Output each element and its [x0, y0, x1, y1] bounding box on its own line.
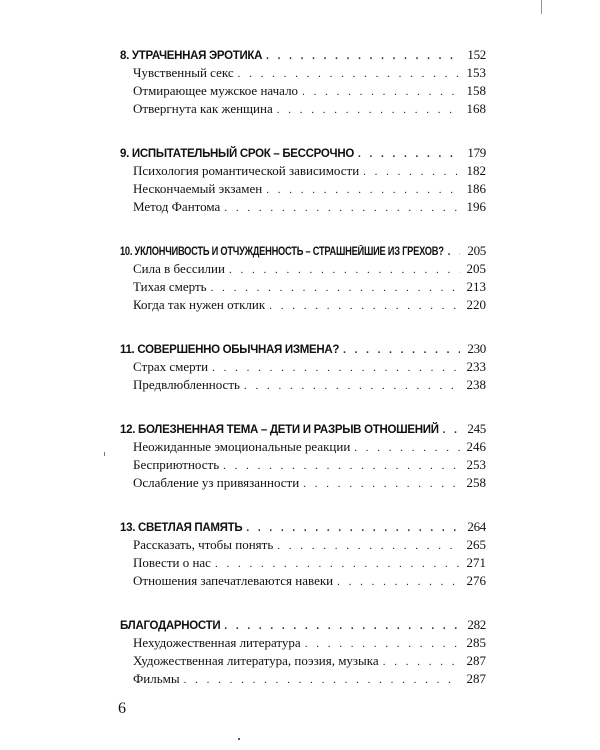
dot-leader: [184, 671, 460, 689]
subsection-entry-page: 205: [466, 261, 486, 276]
dot-leader: [358, 145, 460, 163]
dot-leader: [211, 279, 460, 297]
dot-leader: [266, 181, 460, 199]
subsection-entry-page: 196: [466, 199, 486, 214]
subsection-entry-page: 168: [466, 101, 486, 116]
dot-leader: [238, 65, 460, 83]
subsection-entry-title: Тихая смерть: [133, 279, 207, 294]
chapter-heading-page: 179: [467, 145, 486, 160]
subsection-entry-page: 182: [466, 163, 486, 178]
subsection-entry-title: Чувственный секс: [133, 65, 234, 80]
toc-section: [120, 518, 486, 590]
dot-leader: [224, 617, 460, 635]
chapter-heading-title: 12. БОЛЕЗНЕННАЯ ТЕМА – ДЕТИ И РАЗРЫВ ОТНОШЕНИЙ: [120, 424, 439, 436]
chapter-heading-title: 11. СОВЕРШЕННО ОБЫЧНАЯ ИЗМЕНА?: [120, 344, 340, 356]
chapter-heading-title: 13. СВЕТЛАЯ ПАМЯТЬ: [120, 522, 243, 534]
dot-leader: [212, 359, 460, 377]
subsection-entry-page: 287: [466, 671, 486, 686]
subsection-entry: [120, 634, 486, 652]
dot-leader: [383, 653, 460, 671]
dot-leader: [443, 421, 460, 439]
toc-section: [120, 242, 486, 314]
subsection-entry-page: 265: [466, 537, 486, 552]
subsection-entry-page: 276: [466, 573, 486, 588]
dot-leader: [277, 537, 460, 555]
subsection-entry-page: 186: [466, 181, 486, 196]
subsection-entry-title: Когда так нужен отклик: [133, 297, 266, 312]
dot-leader: [448, 243, 460, 261]
toc-section: [120, 616, 486, 688]
subsection-entry-page: 253: [466, 457, 486, 472]
subsection-entry: [120, 536, 486, 554]
toc-section: [120, 144, 486, 216]
dot-leader: [343, 341, 460, 359]
chapter-heading-title: 9. ИСПЫТАТЕЛЬНЫЙ СРОК – БЕССРОЧНО: [120, 148, 354, 160]
chapter-heading: [120, 340, 486, 358]
chapter-heading-title: БЛАГОДАРНОСТИ: [120, 620, 221, 632]
subsection-entry-title: Бесприютность: [133, 457, 220, 472]
chapter-heading-page: 230: [467, 341, 486, 356]
subsection-entry: [120, 296, 486, 314]
toc-section: [120, 46, 486, 118]
subsection-entry-title: Нескончаемый экзамен: [133, 181, 263, 196]
dot-leader: [337, 573, 460, 591]
chapter-heading-page: 282: [467, 617, 486, 632]
subsection-entry: [120, 670, 486, 688]
subsection-entry: [120, 198, 486, 216]
subsection-entry-page: 258: [466, 475, 486, 490]
subsection-entry-title: Фильмы: [133, 671, 180, 686]
subsection-entry: [120, 260, 486, 278]
chapter-heading-title: 8. УТРАЧЕННАЯ ЭРОТИКА: [120, 50, 263, 62]
chapter-heading: [120, 144, 486, 162]
subsection-entry-title: Сила в бессилии: [133, 261, 225, 276]
dot-leader: [229, 261, 460, 279]
subsection-entry: [120, 554, 486, 572]
chapter-heading: [120, 46, 486, 64]
subsection-entry-title: Психология романтической зависимости: [133, 163, 360, 178]
page-number: 6: [118, 700, 126, 717]
dot-leader: [363, 163, 460, 181]
chapter-heading: [120, 420, 486, 438]
subsection-entry-title: Рассказать, чтобы понять: [133, 537, 274, 552]
chapter-heading: [120, 518, 486, 536]
chapter-heading: [120, 616, 486, 634]
dot-leader: [302, 83, 460, 101]
subsection-entry: [120, 278, 486, 296]
subsection-entry: [120, 100, 486, 118]
subsection-entry-page: 285: [466, 635, 486, 650]
dot-leader: [354, 439, 460, 457]
subsection-entry-page: 287: [466, 653, 486, 668]
bottom-speck: [238, 738, 240, 740]
subsection-entry: [120, 572, 486, 590]
subsection-entry-title: Нехудожественная литература: [133, 635, 301, 650]
chapter-heading-page: 152: [467, 47, 486, 62]
dot-leader: [224, 199, 460, 217]
dot-leader: [277, 101, 460, 119]
subsection-entry-page: 153: [466, 65, 486, 80]
chapter-heading-title: 10. УКЛОНЧИВОСТЬ И ОТЧУЖДЕННОСТЬ – СТРАШНЕЙШИЕ ИЗ ГРЕХОВ?: [120, 246, 444, 258]
subsection-entry: [120, 162, 486, 180]
table-of-contents: [120, 46, 486, 714]
chapter-heading-page: 245: [467, 421, 486, 436]
toc-section: [120, 340, 486, 394]
subsection-entry-title: Неожиданные эмоциональные реакции: [133, 439, 351, 454]
chapter-heading-page: 264: [467, 519, 486, 534]
subsection-entry-page: 271: [466, 555, 486, 570]
subsection-entry-title: Отвергнута как женщина: [133, 101, 273, 116]
subsection-entry-title: Художественная литература, поэзия, музыка: [133, 653, 379, 668]
subsection-entry: [120, 474, 486, 492]
subsection-entry-title: Отмирающее мужское начало: [133, 83, 299, 98]
subsection-entry-page: 213: [466, 279, 486, 294]
subsection-entry-page: 233: [466, 359, 486, 374]
subsection-entry: [120, 358, 486, 376]
dot-leader: [303, 475, 460, 493]
subsection-entry: [120, 64, 486, 82]
subsection-entry-page: 246: [466, 439, 486, 454]
dot-leader: [246, 519, 460, 537]
dot-leader: [305, 635, 460, 653]
subsection-entry: [120, 376, 486, 394]
subsection-entry: [120, 652, 486, 670]
subsection-entry-page: 158: [466, 83, 486, 98]
subsection-entry-title: Предвлюбленность: [133, 377, 240, 392]
subsection-entry: [120, 180, 486, 198]
chapter-heading: [120, 242, 486, 260]
subsection-entry-title: Метод Фантома: [133, 199, 221, 214]
dot-leader: [223, 457, 460, 475]
dot-leader: [266, 47, 460, 65]
dot-leader: [215, 555, 460, 573]
dot-leader: [244, 377, 460, 395]
toc-section: [120, 420, 486, 492]
page-edge-mark: [541, 0, 542, 14]
subsection-entry-title: Повести о нас: [133, 555, 211, 570]
subsection-entry-title: Страх смерти: [133, 359, 209, 374]
chapter-heading-page: 205: [467, 243, 486, 258]
subsection-entry: [120, 456, 486, 474]
subsection-entry-page: 238: [466, 377, 486, 392]
margin-speck: [104, 452, 105, 456]
subsection-entry: [120, 82, 486, 100]
subsection-entry-title: Отношения запечатлеваются навеки: [133, 573, 334, 588]
subsection-entry-title: Ослабление уз привязанности: [133, 475, 300, 490]
subsection-entry: [120, 438, 486, 456]
subsection-entry-page: 220: [466, 297, 486, 312]
dot-leader: [269, 297, 460, 315]
